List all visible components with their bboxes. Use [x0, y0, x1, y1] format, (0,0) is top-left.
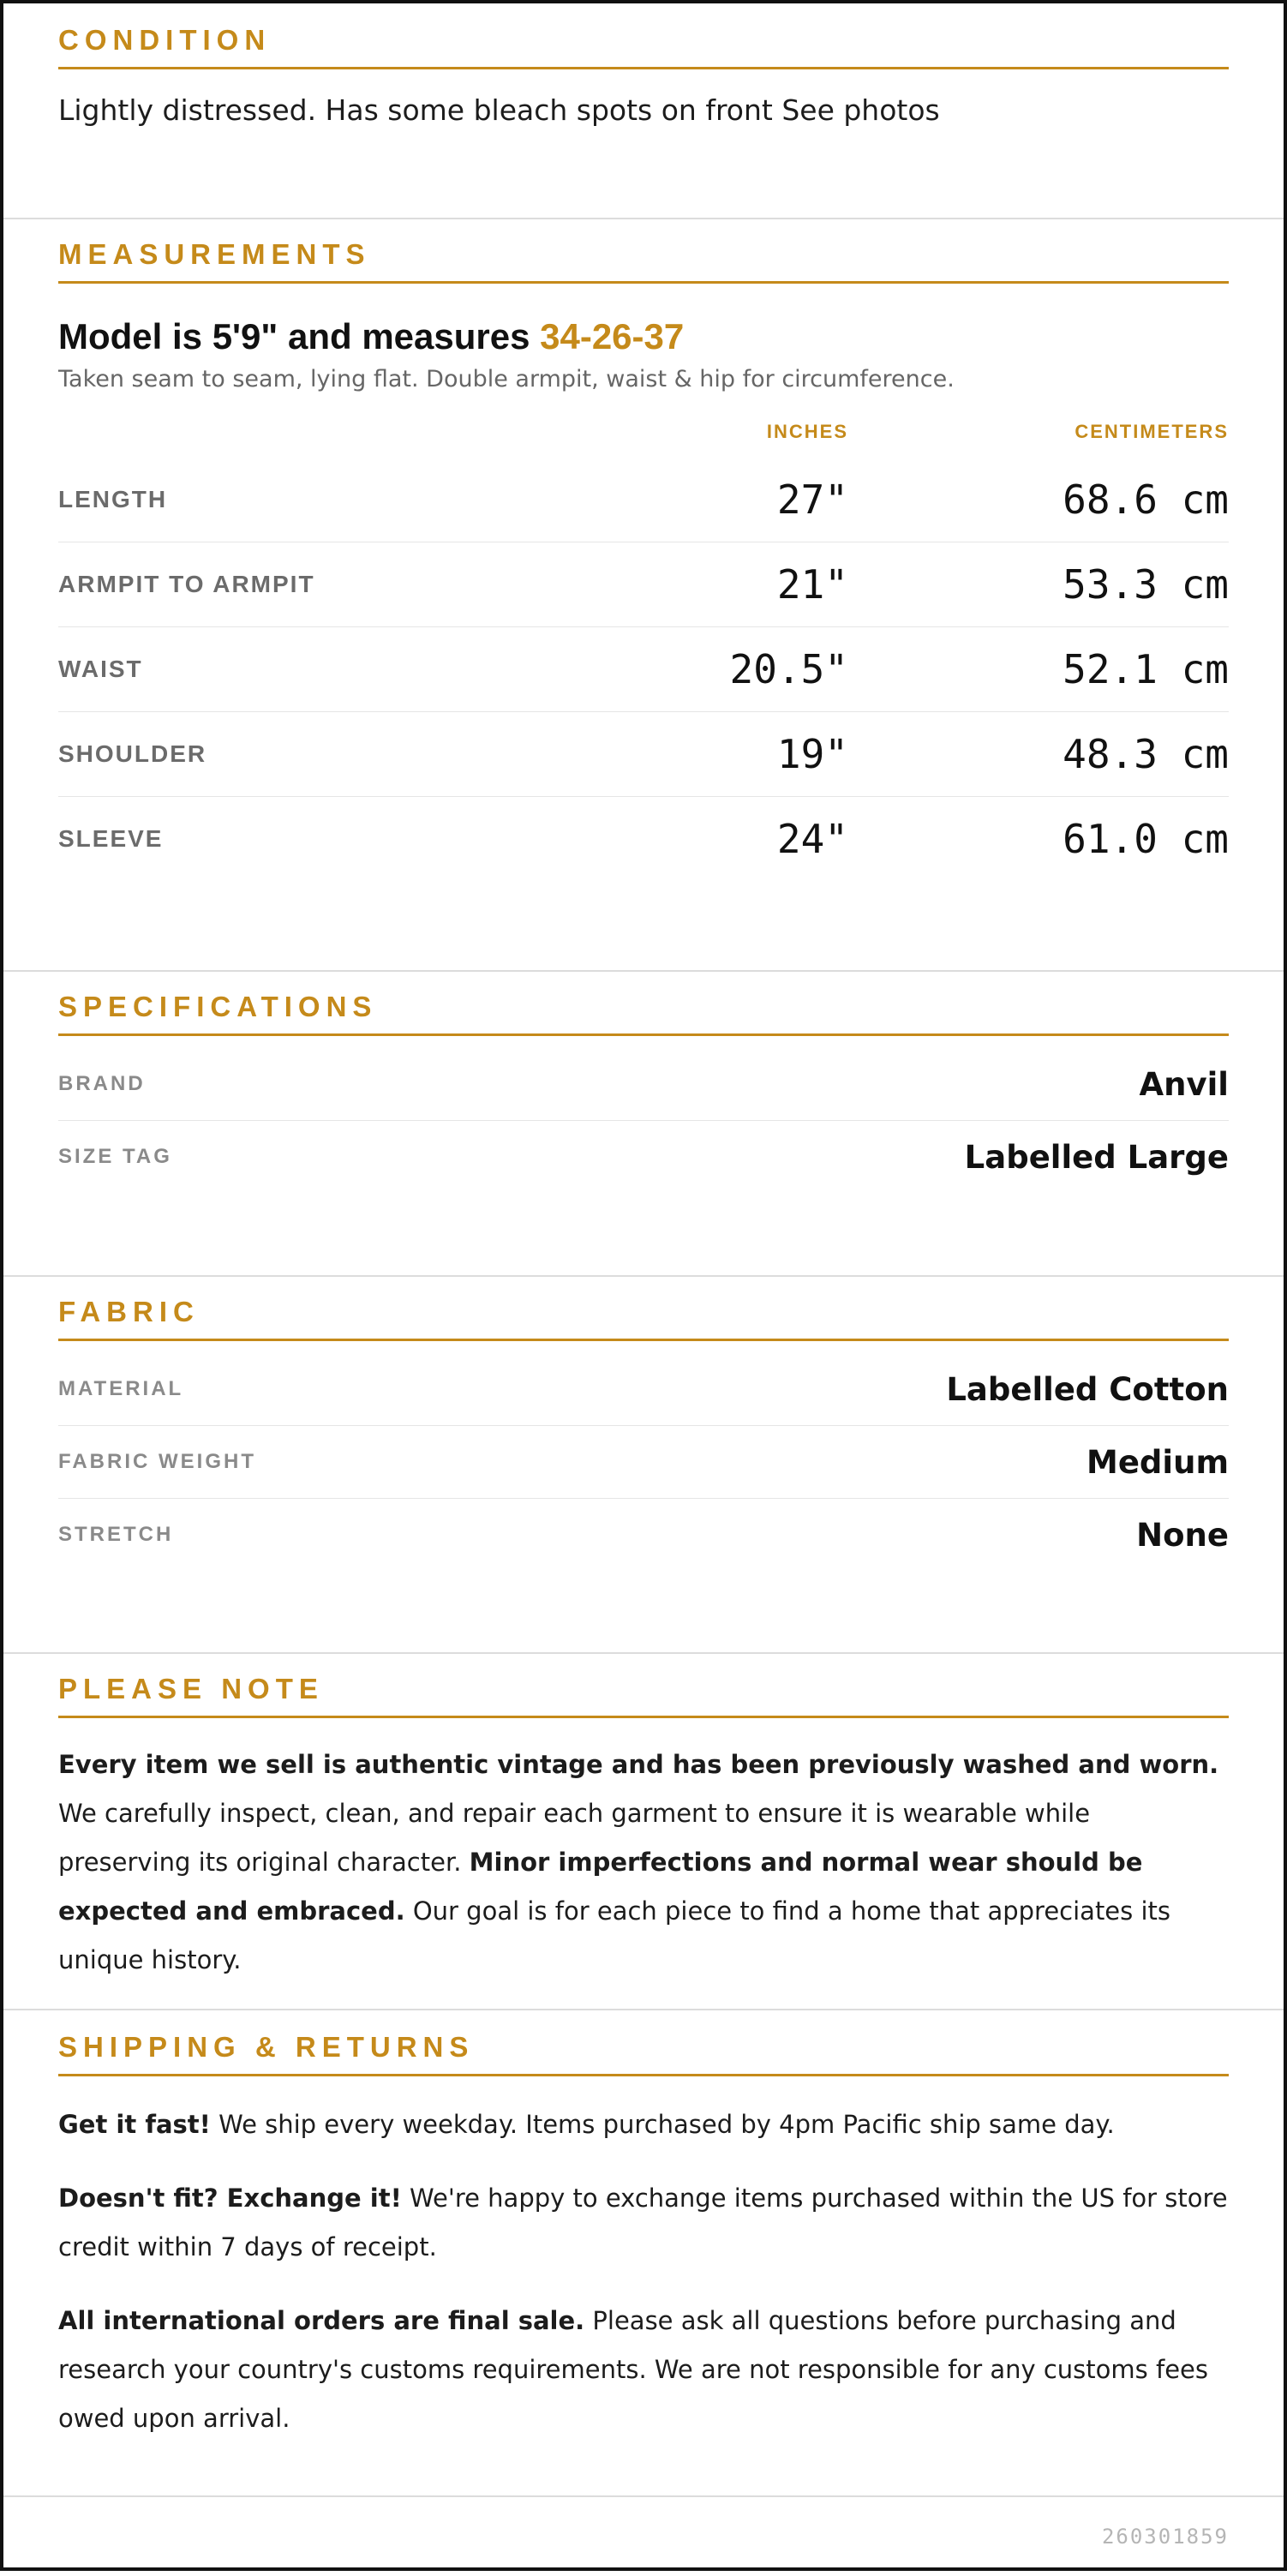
- spec-label: BRAND: [58, 1072, 146, 1095]
- condition-section: [3, 3, 1284, 219]
- measurement-cm: 68.6 cm: [1063, 476, 1229, 523]
- spec-label: SIZE TAG: [58, 1145, 172, 1168]
- fabric-row-weight: [58, 1426, 1229, 1499]
- shipping-text: We ship every weekday. Items purchased by 4pm Pacific ship same day.: [210, 2110, 1115, 2139]
- specifications-heading: SPECIFICATIONS: [58, 972, 1229, 1036]
- measurement-inches: 20.5": [729, 646, 848, 692]
- measurement-label: LENGTH: [58, 486, 168, 512]
- measurements-section: [3, 219, 1284, 972]
- spec-row-brand: [58, 1048, 1229, 1121]
- shipping-bold: All international orders are final sale.: [58, 2306, 585, 2335]
- shipping-text: Please ask all questions before purchasing and research your country's customs requirements. We are not responsible for any customs fees owed upon arrival.: [58, 2306, 1208, 2433]
- shipping-paragraph-international: [58, 2297, 1229, 2443]
- shipping-bold: Doesn't fit? Exchange it!: [58, 2184, 402, 2213]
- fabric-value: Medium: [1086, 1443, 1229, 1481]
- measurement-inches: 21": [776, 561, 848, 608]
- shipping-bold: Get it fast!: [58, 2110, 211, 2139]
- measurement-row-length: [58, 458, 1229, 542]
- product-sku: 260301859: [1101, 2525, 1229, 2549]
- condition-heading: CONDITION: [58, 3, 1229, 69]
- specifications-section: [3, 972, 1284, 1277]
- shipping-paragraph-exchange: [58, 2174, 1229, 2272]
- inches-column-header: INCHES: [766, 421, 848, 442]
- condition-text: Lightly distressed. Has some bleach spots on front See photos: [58, 93, 940, 127]
- spec-value: Labelled Large: [964, 1138, 1229, 1176]
- fabric-row-stretch: [58, 1499, 1229, 1571]
- fabric-label: MATERIAL: [58, 1377, 184, 1400]
- specifications-list: [58, 1048, 1229, 1193]
- measurements-header-row: [58, 420, 1229, 444]
- please-note-paragraph: [58, 1740, 1229, 1985]
- fabric-section: [3, 1277, 1284, 1654]
- measurement-label: SLEEVE: [58, 825, 164, 852]
- please-note-section: [3, 1654, 1284, 2010]
- measurement-row-shoulder: [58, 712, 1229, 797]
- fabric-list: [58, 1353, 1229, 1571]
- spec-value: Anvil: [1139, 1065, 1229, 1103]
- measurement-cm: 52.1 cm: [1063, 646, 1229, 692]
- measurement-row-armpit: [58, 542, 1229, 627]
- shipping-heading: SHIPPING & RETURNS: [58, 2010, 1229, 2076]
- measurements-table: [58, 420, 1229, 881]
- centimeters-column-header: CENTIMETERS: [1074, 421, 1229, 442]
- footer: [3, 2497, 1284, 2576]
- measurement-row-waist: [58, 627, 1229, 712]
- measurement-inches: 19": [776, 731, 848, 777]
- shipping-paragraph-fast: [58, 2100, 1229, 2149]
- fabric-label: FABRIC WEIGHT: [58, 1450, 256, 1473]
- fabric-value: None: [1136, 1516, 1229, 1554]
- fabric-row-material: [58, 1353, 1229, 1426]
- measurements-heading: MEASUREMENTS: [58, 219, 1229, 284]
- spec-row-size-tag: [58, 1121, 1229, 1193]
- measurements-subtext: Taken seam to seam, lying flat. Double armpit, waist & hip for circumference.: [58, 366, 955, 392]
- shipping-section: [3, 2010, 1284, 2497]
- model-prefix: Model is 5'9" and measures: [58, 316, 541, 356]
- note-bold-1: Every item we sell is authentic vintage and has been previously washed and worn.: [58, 1750, 1219, 1779]
- measurement-cm: 53.3 cm: [1063, 561, 1229, 608]
- measurement-inches: 24": [776, 816, 848, 862]
- fabric-value: Labelled Cotton: [946, 1370, 1229, 1408]
- note-text-1: We carefully inspect, clean, and repair each garment to ensure it is wearable while preserving its original character.: [58, 1799, 1091, 1877]
- measurement-label: ARMPIT TO ARMPIT: [58, 571, 315, 597]
- measurement-label: WAIST: [58, 656, 143, 682]
- model-measures: [58, 316, 1229, 357]
- fabric-label: STRETCH: [58, 1523, 174, 1546]
- note-text-2: Our goal is for each piece to find a home that appreciates its unique history.: [58, 1896, 1171, 1974]
- measurement-cm: 61.0 cm: [1063, 816, 1229, 862]
- shipping-text: We're happy to exchange items purchased within the US for store credit within 7 days of receipt.: [58, 2184, 1228, 2261]
- measurement-cm: 48.3 cm: [1063, 731, 1229, 777]
- fabric-heading: FABRIC: [58, 1277, 1229, 1341]
- measurement-inches: 27": [776, 476, 848, 523]
- please-note-heading: PLEASE NOTE: [58, 1654, 1229, 1718]
- note-bold-2: Minor imperfections and normal wear should be expected and embraced.: [58, 1848, 1143, 1926]
- model-numbers: 34-26-37: [540, 316, 685, 356]
- measurement-label: SHOULDER: [58, 740, 207, 767]
- measurement-row-sleeve: [58, 797, 1229, 881]
